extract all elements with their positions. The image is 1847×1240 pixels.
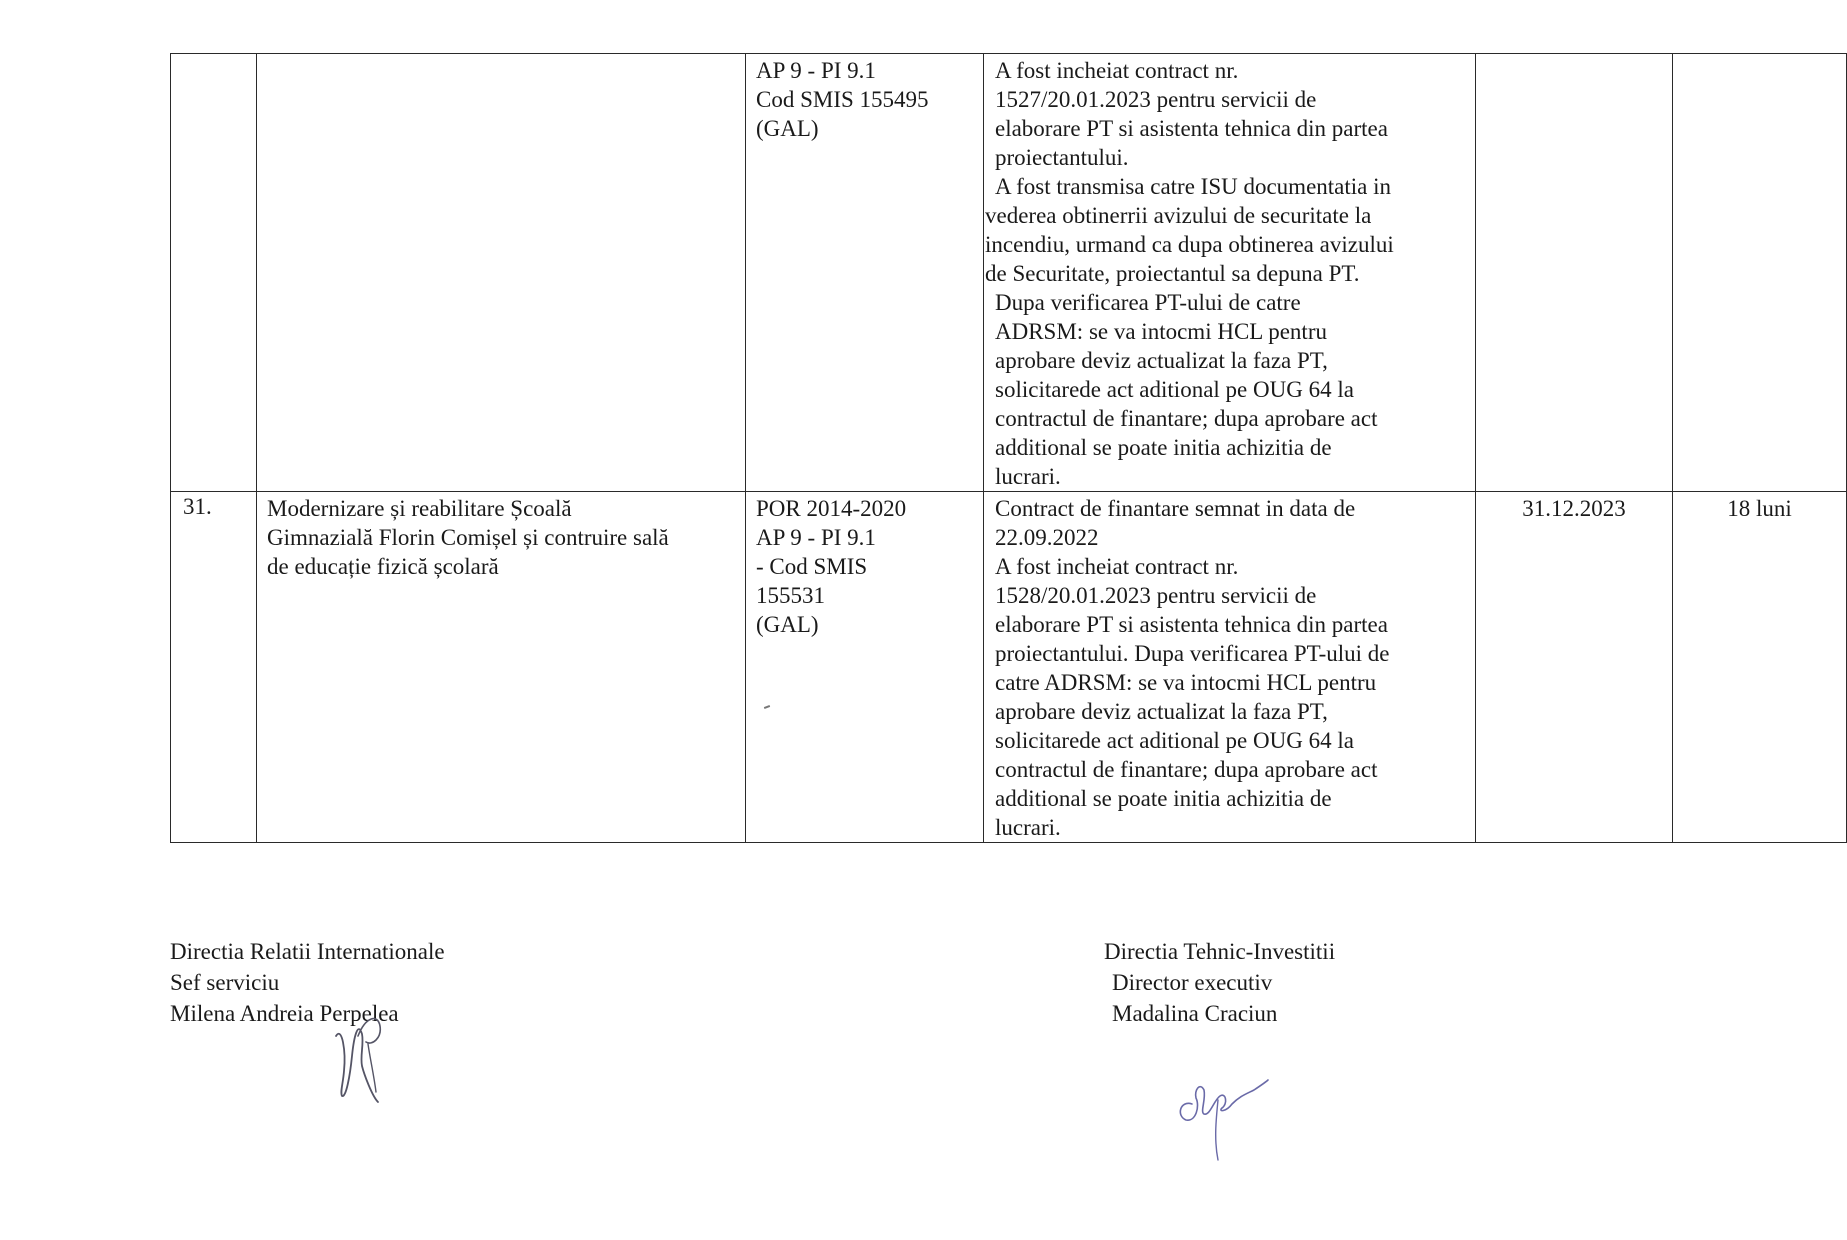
signatory-name: Madalina Craciun [1112,1001,1278,1026]
status-line: contractul de finantare; dupa aprobare act [995,757,1378,782]
status-line: incendiu, urmand ca dupa obtinerea avizului [985,232,1394,257]
project-title-cell [257,54,746,492]
program-line: (GAL) [756,612,819,637]
status-line: elaborare PT si asistenta tehnica din partea [995,116,1388,141]
status-line: A fost incheiat contract nr. [995,58,1239,83]
handwritten-signature-right [1170,1060,1290,1170]
program-line: AP 9 - PI 9.1 [756,525,876,550]
status-line: A fost incheiat contract nr. [995,554,1239,579]
program-line: AP 9 - PI 9.1 [756,58,876,83]
title-line: Modernizare și reabilitare Școală [267,496,572,521]
duration-value: 18 luni [1727,496,1792,521]
signature-block-right [1104,936,1335,1029]
status-line: additional se poate initia achizitia de [995,786,1332,811]
signatory-role: Director executiv [1112,970,1273,995]
status-line: lucrari. [995,815,1061,840]
deadline-cell [1476,54,1673,492]
status-line: solicitarede act aditional pe OUG 64 la [995,728,1354,753]
signatory-name: Milena Andreia Perpelea [170,1001,399,1026]
program-line: Cod SMIS 155495 [756,87,929,112]
status-line: aprobare deviz actualizat la faza PT, [995,699,1328,724]
deadline-value: 31.12.2023 [1522,496,1626,521]
signatory-department: Directia Tehnic-Investitii [1104,939,1336,964]
status-line: additional se poate initia achizitia de [995,435,1332,460]
project-title-cell [257,492,746,843]
status-line: proiectantului. [995,145,1129,170]
table-row [171,54,1847,492]
duration-cell [1673,492,1847,843]
program-cell [746,492,984,843]
title-line: de educație fizică școlară [267,554,499,579]
status-line: proiectantului. Dupa verificarea PT-ului de [995,641,1390,666]
program-line: POR 2014-2020 [756,496,907,521]
program-line: - Cod SMIS [756,554,868,579]
program-cell [746,54,984,492]
status-line: contractul de finantare; dupa aprobare act [995,406,1378,431]
table-row [171,492,1847,843]
status-cell [984,54,1476,492]
status-line: 1527/20.01.2023 pentru servicii de [995,87,1317,112]
handwritten-signature-left [328,996,408,1106]
signatory-department: Directia Relatii Internationale [170,939,445,964]
status-line: 1528/20.01.2023 pentru servicii de [995,583,1317,608]
program-line: (GAL) [756,116,819,141]
status-line: de Securitate, proiectantul sa depuna PT. [985,261,1360,286]
status-line: catre ADRSM: se va intocmi HCL pentru [995,670,1377,695]
status-line: 22.09.2022 [995,525,1099,550]
row-number: 31. [183,494,212,519]
title-line: Gimnazială Florin Comișel și contruire sală [267,525,669,550]
status-cell [984,492,1476,843]
status-line: lucrari. [995,464,1061,489]
duration-cell [1673,54,1847,492]
signatory-role: Sef serviciu [170,970,280,995]
status-line: Dupa verificarea PT-ului de catre [995,290,1301,315]
row-number-cell [171,54,257,492]
status-line: aprobare deviz actualizat la faza PT, [995,348,1328,373]
status-line: A fost transmisa catre ISU documentatia in [995,174,1392,199]
projects-table [170,53,1847,843]
deadline-cell [1476,492,1673,843]
status-line: solicitarede act aditional pe OUG 64 la [995,377,1354,402]
status-line: ADRSM: se va intocmi HCL pentru [995,319,1327,344]
row-number-cell [171,492,257,843]
program-line: 155531 [756,583,825,608]
status-line: vederea obtinerrii avizului de securitate la [985,203,1372,228]
status-line: Contract de finantare semnat in data de [995,496,1356,521]
status-line: elaborare PT si asistenta tehnica din partea [995,612,1388,637]
